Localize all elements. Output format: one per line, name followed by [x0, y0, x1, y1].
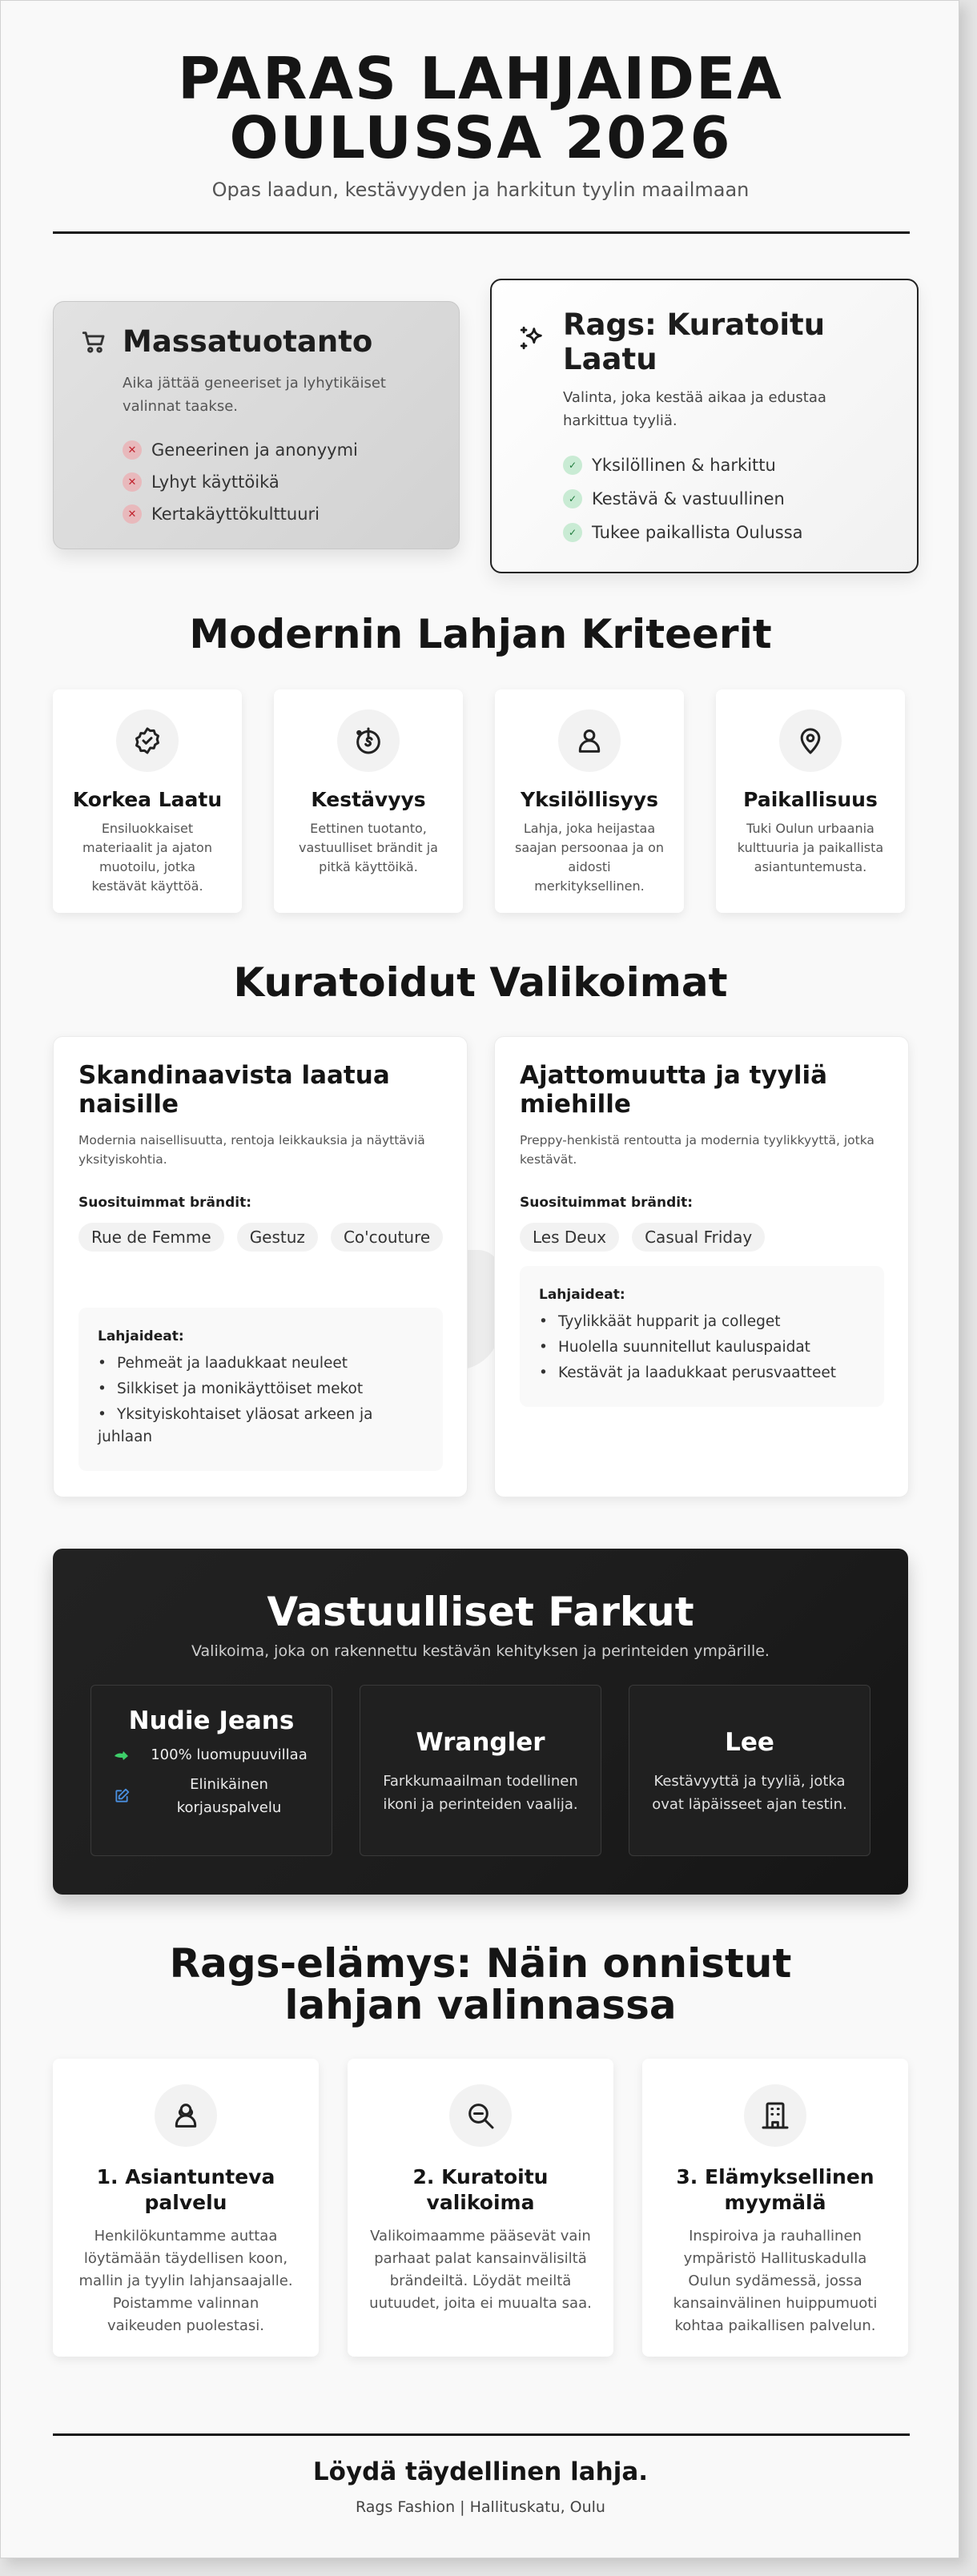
brand-chip: Gestuz	[237, 1223, 318, 1252]
collection-title: Ajattomuutta ja tyyliä miehille	[520, 1061, 828, 1119]
rags-pros-list	[563, 448, 803, 549]
header-divider	[53, 231, 910, 234]
criteria-name: Yksilöllisyys	[521, 788, 658, 811]
gift-idea-item: • Yksityiskohtaiset yläosat arkeen ja juhlaan	[98, 1404, 424, 1449]
criteria-description: Ensiluokkaiset materiaalit ja ajaton muotoilu, jotka kestävät käyttöä.	[82, 821, 212, 894]
mass-production-card	[53, 301, 460, 549]
gift-idea-item: • Kestävät ja laadukkaat perusvaatteet	[539, 1362, 865, 1384]
brand-description: Kestävyyttä ja tyyliä, jotka ovat läpäisseet ajan testin.	[652, 1773, 847, 1813]
mass-con-item: ✕ Kertakäyttökulttuuri	[123, 498, 358, 530]
step-name: 3. Elämyksellinen myymälä	[676, 2165, 874, 2214]
title-line-1: PARAS LAHJAIDEA	[178, 45, 783, 112]
gift-idea-item: • Silkkiset ja monikäyttöiset mekot	[98, 1378, 424, 1401]
step-card-store	[642, 2059, 908, 2357]
brand-name: Wrangler	[416, 1728, 545, 1757]
criteria-card-individuality	[495, 689, 684, 913]
step-description: Inspiroiva ja rauhallinen ympäristö Hallituskadulla Oulun sydämessä, jossa kansainvälinen huippumuoti kohtaa paikallisen palvelun.	[673, 2228, 878, 2334]
step-card-service	[53, 2059, 319, 2357]
footer-subtitle: Rags Fashion | Hallituskatu, Oulu	[356, 2498, 605, 2516]
criteria-description: Eettinen tuotanto, vastuulliset brändit ja pitkä käyttöikä.	[299, 821, 438, 874]
mass-title: Massatuotanto	[123, 324, 373, 359]
mass-cons-list	[123, 434, 358, 530]
sparkles-icon	[518, 324, 545, 352]
page-subtitle: Opas laadun, kestävyyden ja harkitun tyylin maailmaan	[211, 179, 750, 201]
recycle-icon	[352, 725, 384, 757]
collections-title: Kuratoidut Valikoimat	[233, 959, 728, 1006]
x-icon: ✕	[123, 504, 142, 524]
criteria-card-locality	[716, 689, 905, 913]
brands-label: Suosituimmat brändit:	[78, 1195, 252, 1211]
user-headset-icon	[170, 2100, 202, 2132]
badge-check-icon	[131, 725, 163, 757]
brand-name: Lee	[725, 1728, 774, 1757]
brand-card-lee	[629, 1685, 870, 1856]
criteria-title: Modernin Lahjan Kriteerit	[189, 611, 772, 657]
rags-quality-card	[490, 279, 919, 573]
rags-pro-item: ✓ Yksilöllinen & harkittu	[563, 448, 803, 482]
brand-chips	[520, 1223, 888, 1252]
brand-feature: 100% luomupuuvillaa	[107, 1743, 322, 1766]
collection-card-men	[494, 1036, 909, 1497]
footer-divider	[53, 2433, 910, 2436]
edit-icon	[107, 1788, 136, 1804]
page-title	[1, 45, 959, 171]
map-pin-icon	[794, 725, 826, 757]
brand-card-nudie	[90, 1685, 332, 1856]
building-icon	[759, 2100, 791, 2132]
brands-label: Suosituimmat brändit:	[520, 1195, 694, 1211]
mass-con-item: ✕ Lyhyt käyttöikä	[123, 466, 358, 498]
rags-description: Valinta, joka kestää aikaa ja edustaa harkittua tyyliä.	[563, 389, 826, 429]
x-icon: ✕	[123, 440, 142, 460]
footer-title: Löydä täydellinen lahja.	[312, 2457, 649, 2486]
criteria-description: Lahja, joka heijastaa saajan persoonaa ja on aidosti merkityksellinen.	[514, 821, 664, 894]
brand-chips	[78, 1223, 447, 1252]
step-name: 1. Asiantunteva palvelu	[96, 2165, 275, 2214]
criteria-card-sustainability	[274, 689, 463, 913]
search-minus-icon	[464, 2100, 497, 2132]
mass-description: Aika jättää geneeriset ja lyhytikäiset valinnat taakse.	[123, 375, 386, 415]
brand-chip: Rue de Femme	[78, 1223, 224, 1252]
mass-con-item: ✕ Geneerinen ja anonyymi	[123, 434, 358, 466]
brand-chip: Les Deux	[520, 1223, 619, 1252]
criteria-name: Kestävyys	[311, 788, 426, 811]
rags-title: Rags: Kuratoitu Laatu	[563, 307, 826, 376]
gift-ideas-box	[520, 1266, 884, 1407]
rags-pro-item: ✓ Tukee paikallista Oulussa	[563, 516, 803, 549]
rags-pro-item: ✓ Kestävä & vastuullinen	[563, 482, 803, 516]
check-icon: ✓	[563, 456, 582, 475]
experience-title: Rags-elämys: Näin onnistut lahjan valinnassa	[169, 1940, 792, 2028]
check-icon: ✓	[563, 489, 582, 508]
title-line-2: OULUSSA 2026	[229, 104, 732, 171]
ideas-label: Lahjaideat:	[539, 1287, 625, 1303]
step-card-curated	[348, 2059, 613, 2357]
step-description: Valikoimaamme pääsevät vain parhaat palat kansainvälisiltä brändeiltä. Löydät meiltä uutuudet, joita ei muualta saa.	[369, 2228, 592, 2312]
brand-name: Nudie Jeans	[128, 1706, 295, 1735]
ideas-label: Lahjaideat:	[98, 1328, 184, 1344]
jeans-title: Vastuulliset Farkut	[267, 1589, 694, 1635]
gift-idea-item: • Huolella suunnitellut kauluspaidat	[539, 1336, 865, 1359]
collection-description: Modernia naisellisuutta, rentoja leikkauksia ja näyttäviä yksityiskohtia.	[78, 1133, 425, 1167]
collection-card-women	[53, 1036, 468, 1497]
gift-ideas-box	[78, 1308, 443, 1471]
collection-description: Preppy-henkistä rentoutta ja modernia tyylikkyyttä, jotka kestävät.	[520, 1133, 874, 1167]
jeans-subtitle: Valikoima, joka on rakennettu kestävän kehityksen ja perinteiden ympärille.	[191, 1642, 770, 1660]
brand-chip: Casual Friday	[632, 1223, 765, 1252]
criteria-description: Tuki Oulun urbaania kulttuuria ja paikallista asiantuntemusta.	[737, 821, 884, 874]
responsible-jeans-section	[53, 1549, 908, 1895]
brand-card-wrangler	[360, 1685, 601, 1856]
user-icon	[573, 725, 605, 757]
gift-idea-item: • Pehmeät ja laadukkaat neuleet	[98, 1352, 424, 1375]
check-icon: ✓	[563, 523, 582, 542]
brand-description: Farkkumaailman todellinen ikoni ja perinteiden vaalija.	[383, 1773, 578, 1813]
criteria-name: Paikallisuus	[743, 788, 878, 811]
gift-idea-item: • Tyylikkäät hupparit ja colleget	[539, 1311, 865, 1333]
criteria-name: Korkea Laatu	[72, 788, 223, 811]
collection-title: Skandinaavista laatua naisille	[78, 1061, 390, 1119]
leaf-icon	[107, 1749, 136, 1762]
criteria-card-quality	[53, 689, 242, 913]
step-description: Henkilökuntamme auttaa löytämään täydellisen koon, mallin ja tyylin lahjansaajalle. Poistamme valinnan vaikeuden puolestasi.	[78, 2228, 293, 2334]
shopping-cart-icon	[80, 328, 107, 356]
brand-feature: Elinikäinen korjauspalvelu	[107, 1773, 322, 1819]
brand-chip: Co'couture	[331, 1223, 443, 1252]
x-icon: ✕	[123, 472, 142, 492]
step-name: 2. Kuratoitu valikoima	[412, 2165, 549, 2214]
